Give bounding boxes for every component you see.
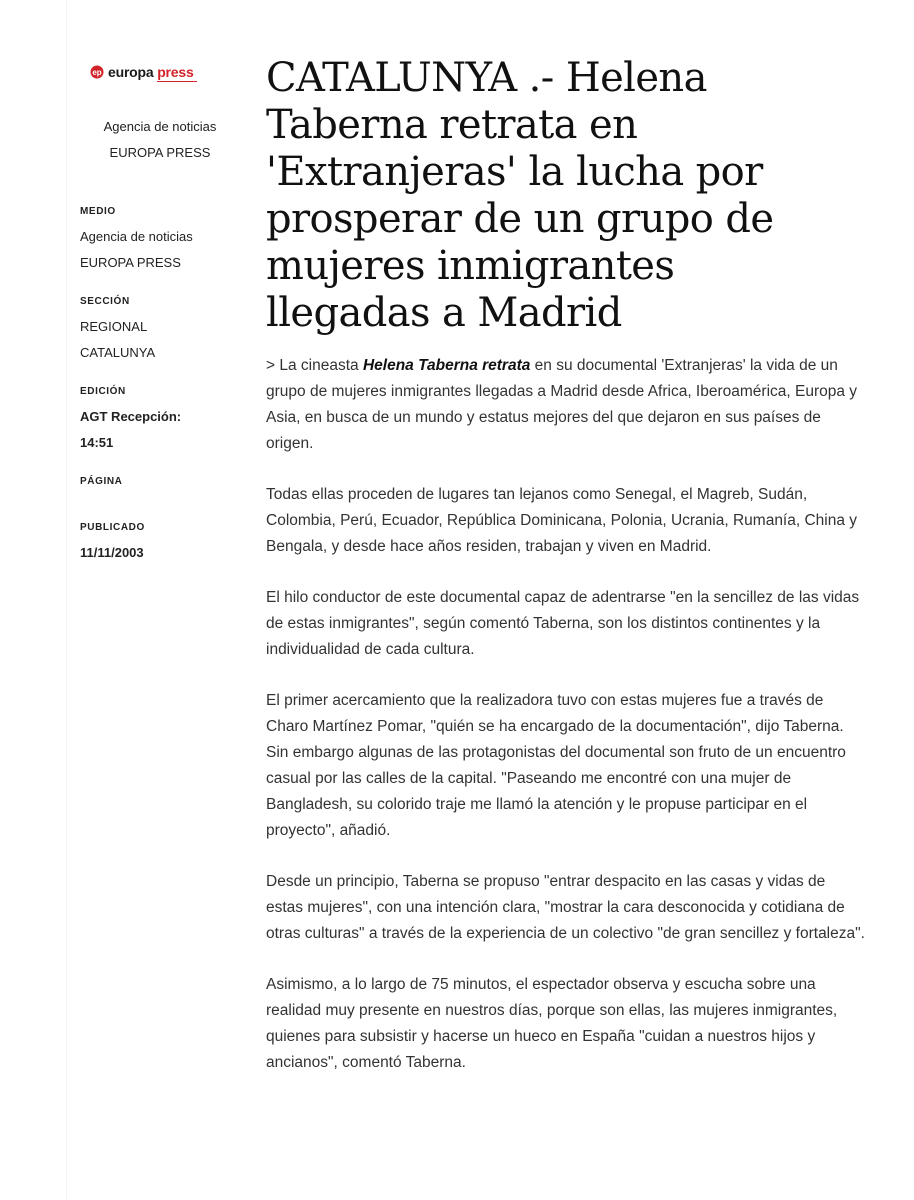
meta-label-edicion: EDICIÓN <box>80 386 126 397</box>
article-paragraph-5: Asimismo, a lo largo de 75 minutos, el espectador observa y escucha sobre una realidad muy presente en nuestros días, porque son ellas, las mujeres inmigrantes, quienes para subsistir y hacerse un hueco en España "cuidan a nuestros hijos y ancianos", comentó Taberna. <box>266 976 838 1071</box>
logo-underline <box>157 81 197 82</box>
logo-word-press: press <box>157 64 194 80</box>
page-edge <box>66 0 67 1200</box>
meta-label-medio: MEDIO <box>80 206 116 217</box>
meta-label-publicado: PUBLICADO <box>80 522 145 533</box>
agency-line-2: EUROPA PRESS <box>109 145 211 160</box>
meta-value-medio <box>80 224 220 276</box>
seccion-line-2: CATALUNYA <box>80 345 156 360</box>
meta-label-pagina: PÁGINA <box>80 476 123 487</box>
meta-seccion <box>80 294 220 366</box>
sidebar <box>80 60 220 566</box>
medio-line-1: Agencia de noticias <box>80 229 193 244</box>
meta-pagina <box>80 474 220 490</box>
lead-prefix: > La cineasta <box>266 357 363 374</box>
article-lead <box>266 353 866 457</box>
meta-publicado <box>80 520 220 566</box>
meta-edicion <box>80 384 220 456</box>
lead-emphasis: Helena Taberna retrata <box>362 357 531 374</box>
europa-press-logo <box>90 60 220 84</box>
meta-medio <box>80 204 220 276</box>
meta-value-publicado: 11/11/2003 <box>80 545 144 560</box>
edicion-line-2: 14:51 <box>80 435 114 450</box>
meta-label-seccion: SECCIÓN <box>80 296 130 307</box>
seccion-line-1: REGIONAL <box>80 319 148 334</box>
logo-word-europa: europa <box>108 64 154 80</box>
agency-block <box>80 114 240 166</box>
article-paragraph-3: El primer acercamiento que la realizadora tuvo con estas mujeres fue a través de Charo Martínez Pomar, "quién se ha encargado de la documentación", dijo Taberna. Sin embargo algunas de las protagonistas del documental son fruto de un encuentro casual por las calles de la capital. "Paseando me encontré con una mujer de Bangladesh, su colorido traje me llamó la atención y le propuse participar en el proyecto", añadió. <box>266 692 846 839</box>
europa-press-logo-icon <box>90 65 104 79</box>
svg-text:ep: ep <box>92 68 102 77</box>
article-paragraph-2: El hilo conductor de este documental capaz de adentrarse "en la sencillez de las vidas de estas inmigrantes", según comentó Taberna, son los distintos continentes y la individualidad de cada cultura. <box>266 589 860 658</box>
meta-value-seccion <box>80 314 220 366</box>
meta-value-edicion <box>80 404 220 456</box>
article-paragraph-4: Desde un principio, Taberna se propuso "entrar despacito en las casas y vidas de estas mujeres", con una intención clara, "mostrar la cara desconocida y cotidiana de otras culturas" a través de la experiencia de un colectivo "de gran sencillez y fortaleza". <box>266 873 865 942</box>
article-title: CATALUNYA .- Helena Taberna retrata en 'Extranjeras' la lucha por prosperar de un grupo de mujeres inmigrantes llegadas a Madrid <box>266 55 774 336</box>
logo-wordmark <box>108 64 194 80</box>
medio-line-2: EUROPA PRESS <box>80 255 181 270</box>
agency-line-1: Agencia de noticias <box>103 119 217 134</box>
edicion-line-1: AGT Recepción: <box>80 409 182 424</box>
lead-rest: en su documental 'Extranjeras' la vida de un grupo de mujeres inmigrantes llegadas a Madrid desde Africa, Iberoamérica, Europa y Asia, en busca de un mundo y estatus mejores del que dejaron en sus países de origen. <box>266 357 858 452</box>
article <box>266 55 866 1076</box>
article-paragraph-1: Todas ellas proceden de lugares tan lejanos como Senegal, el Magreb, Sudán, Colombia, Perú, Ecuador, República Dominicana, Polonia, Ucrania, Rumanía, China y Bengala, y desde hace años residen, trabajan y viven en Madrid. <box>266 486 858 555</box>
